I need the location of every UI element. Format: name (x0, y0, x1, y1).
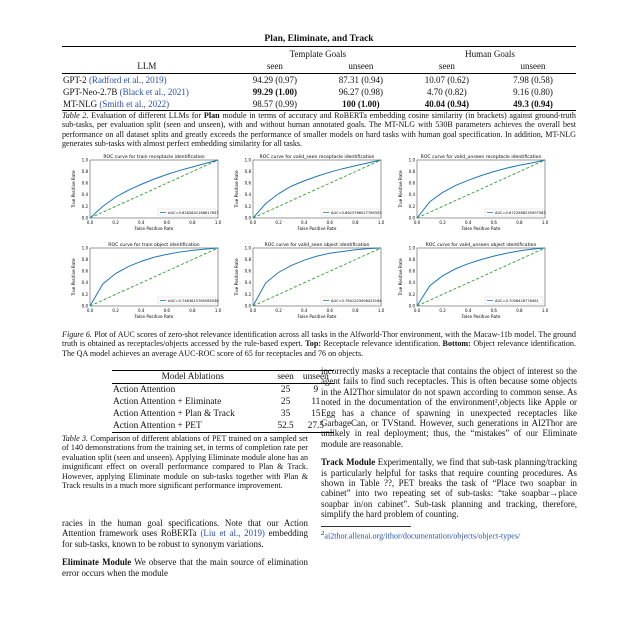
col-header: seen (277, 372, 294, 382)
y-axis-label: True Positive Rate (234, 258, 239, 296)
y-axis-label: True Positive Rate (71, 170, 76, 208)
table-2 (62, 34, 576, 111)
citation-link: (Black et al., 2021) (119, 86, 189, 97)
y-tick-label: 0.8 (81, 257, 88, 262)
x-tick-label: 1.0 (541, 220, 549, 225)
y-tick-label: 1.0 (244, 245, 251, 251)
x-tick-label: 0.0 (413, 308, 421, 313)
y-tick-label: 0.6 (81, 268, 88, 274)
cell: 49.3 (0.94) (513, 98, 553, 109)
y-tick-label: 0.4 (244, 280, 251, 286)
y-tick-label: 0.2 (244, 291, 251, 297)
model-name: MT-NLG (63, 98, 98, 109)
y-tick-label: 0.8 (408, 257, 415, 262)
x-tick-label: 1.0 (214, 308, 222, 313)
y-tick-label: 1.0 (81, 157, 88, 163)
table-row: Action Attention + PET 52.5 27.5 (112, 420, 334, 433)
x-axis-label: False Positive Rate (461, 314, 501, 319)
x-tick-label: 0.2 (275, 220, 282, 225)
x-tick-label: 0.2 (112, 220, 119, 225)
y-tick-label: 0.6 (81, 180, 88, 186)
paragraph: Eliminate Module We observe that the main source of elimination error occurs when the module (62, 557, 308, 578)
y-tick-label: 0.4 (244, 192, 251, 198)
x-tick-label: 1.0 (377, 308, 385, 313)
x-axis-label: False Positive Rate (297, 226, 337, 231)
roc-chart (68, 240, 226, 322)
paragraph: Track Module Experimentally, we find that sub-task planning/tracking is particularly helpful for tasks that require counting procedures. As shown in Table ??, PET breaks the task of “Place two soapbar in cabinet” into two repeating set of sub-tasks: “take soapbar→place soapbar in/on cabinet”. Sub-task planning and tracking, therefore, simplify the hard problem of counting. (321, 457, 578, 520)
x-tick-label: 0.0 (413, 220, 421, 225)
caption-label: Table 3. (62, 434, 89, 443)
chart-title: ROC curve for valid_seen object identification (264, 243, 370, 248)
x-tick-label: 0.6 (326, 308, 333, 313)
x-tick-label: 0.0 (86, 220, 94, 225)
x-tick-label: 0.2 (439, 308, 446, 313)
paragraph: racies in the human goal specifications. Note that our Action Attention framework uses RoBERTa (Liu et al., 2019) embedding for sub-tasks, known to be robust to synonym variations. (62, 518, 308, 549)
table-row (62, 98, 576, 111)
table-row: Action Attention 25 9 (113, 385, 319, 395)
legend-label: AUC=0.7641203406425164 (331, 299, 382, 303)
chart-title: ROC curve for valid_seen receptacle identification (259, 155, 375, 160)
caption-label: Table 2. (62, 111, 89, 120)
table-row: Action Attention + Plan & Track 35 15 (113, 409, 321, 419)
paragraph: incorrectly masks a receptacle that contains the object of interest so the agent fails to find such receptacles. This is often because some objects in the AI2Thor simulator do not spawn according to common sense. As noted in the documentation of the environment²,objects like Apple or Egg has a chance of spawning in unexpected receptacles like GarbageCan, or TVStand. However, such generations in AI2Thor are unlikely in real deployment; thus, the “mistakes” of our Eliminate module are reasonable. (321, 366, 577, 449)
table-row: Action Attention + Eliminate 25 11 (113, 397, 321, 407)
y-tick-label: 0.6 (244, 180, 251, 186)
x-tick-label: 0.4 (465, 220, 472, 225)
cell: 98.57 (0.99) (252, 98, 297, 109)
x-axis-label: False Positive Rate (297, 314, 337, 319)
x-axis-label: False Positive Rate (461, 226, 501, 231)
x-tick-label: 0.0 (249, 308, 257, 313)
y-tick-label: 0.2 (244, 203, 251, 209)
y-tick-label: 0.0 (244, 303, 251, 309)
roc-chart-svg (68, 240, 226, 322)
citation-link: (Radford et al., 2019) (88, 74, 167, 85)
x-tick-label: 0.4 (301, 308, 308, 313)
y-tick-label: 0.0 (244, 215, 251, 221)
col-header: unseen (520, 61, 546, 72)
citation-link[interactable]: (Liu et al., 2019) (200, 528, 265, 539)
table-3-caption: Table 3. Comparison of different ablations of PET trained on a sampled set of 140 demonstrations from the training set, in terms of completion rate per evaluation split (seen and unseen). Applying Eliminate module alone has an insignificant effect on overall performance compared to Plan & Track. However, applying Eliminate module on sub-tasks together with Plan & Track results in a much more significant performance improvement. (62, 434, 308, 491)
chart-title: ROC curve for train object identification (108, 243, 200, 248)
y-tick-label: 0.0 (81, 303, 88, 309)
y-tick-label: 0.2 (81, 203, 88, 209)
y-axis-label: True Positive Rate (398, 170, 403, 208)
roc-chart-svg (231, 152, 389, 234)
y-axis-label: True Positive Rate (234, 170, 239, 208)
left-column-body (62, 518, 308, 578)
x-tick-label: 0.2 (439, 220, 446, 225)
chart-title: ROC curve for valid_unseen receptacle identification (420, 155, 542, 160)
caption-label: Figure 6. (62, 330, 92, 339)
legend-label: AUC=0.6623766027789325 (331, 211, 382, 215)
roc-chart-svg (231, 240, 389, 322)
x-tick-label: 0.8 (516, 308, 523, 313)
roc-chart-svg (395, 152, 553, 234)
roc-chart-svg (68, 152, 226, 234)
section-heading: Eliminate Module (62, 557, 132, 568)
y-tick-label: 0.2 (408, 291, 415, 297)
table-row (62, 86, 576, 98)
x-tick-label: 0.8 (189, 308, 196, 313)
citation-link: (Smith et al., 2022) (99, 98, 170, 109)
x-tick-label: 0.8 (352, 220, 359, 225)
col-header: seen (438, 61, 455, 72)
cell: 7.98 (0.58) (513, 74, 553, 85)
group-header-human: Human Goals (465, 48, 515, 59)
chart-title: ROC curve for valid_unseen object identification (425, 243, 537, 248)
y-tick-label: 0.6 (408, 268, 415, 274)
y-tick-label: 1.0 (408, 245, 415, 251)
col-header: seen (266, 61, 283, 72)
x-tick-label: 0.8 (189, 220, 196, 225)
y-tick-label: 0.0 (81, 215, 88, 221)
y-tick-label: 0.4 (81, 192, 88, 198)
model-name: GPT-2 (63, 74, 87, 85)
x-tick-label: 0.2 (112, 308, 119, 313)
y-tick-label: 0.0 (408, 303, 415, 309)
y-tick-label: 0.6 (408, 180, 415, 186)
x-tick-label: 1.0 (541, 308, 549, 313)
table-2-caption: Table 2. Evaluation of different LLMs for Plan module in terms of accuracy and RoBERTa embedding cosine similarity (in brackets) against ground-truth sub-tasks, per evaluation split (seen and unseen), with and without human annotated goals. The MT-NLG with 530B parameters achieves the overall best performance on all dataset splits and greatly exceeds the performance of smaller models on hard tasks with human goal specification. In addition, MT-NLG generates sub-tasks with almost perfect embedding similarity for all tasks. (62, 111, 576, 149)
y-tick-label: 0.4 (408, 192, 415, 198)
x-tick-label: 0.2 (275, 308, 282, 313)
x-tick-label: 0.0 (249, 220, 257, 225)
x-tick-label: 0.6 (163, 220, 170, 225)
x-tick-label: 0.8 (516, 220, 523, 225)
x-tick-label: 0.6 (163, 308, 170, 313)
y-tick-label: 1.0 (244, 157, 251, 163)
cell: 10.07 (0.62) (424, 74, 470, 85)
roc-chart (68, 152, 226, 234)
x-tick-label: 0.8 (352, 308, 359, 313)
llm-header: LLM (137, 61, 157, 72)
figure-6-caption: Figure 6. Plot of AUC scores of zero-shot relevance identification across all tasks in the Alfworld-Thor environment, with the Macaw-11b model. The ground truth is obtained as receptacles/objects accessed by the rule-based expert. Top: Receptacle relevance identification. Bottom: Object relevance identification. The QA model achieves an average AUC-ROC score of 65 for receptacles and 76 on objects. (62, 330, 576, 358)
y-tick-label: 0.0 (408, 215, 415, 221)
legend-label: AUC=0.7463615785585038 (168, 299, 219, 303)
section-heading: Track Module (321, 457, 376, 468)
roc-chart (395, 152, 553, 234)
y-tick-label: 0.8 (244, 169, 251, 174)
y-tick-label: 0.4 (81, 280, 88, 286)
table-row (62, 73, 576, 86)
footnote: $^2$ai2thor.allenai.org/ithor/documentation/objects/object-types/ (321, 529, 521, 541)
roc-chart (395, 240, 553, 322)
x-tick-label: 1.0 (377, 220, 385, 225)
table-2-title: Plan, Eliminate, and Track (264, 34, 374, 44)
x-tick-label: 0.4 (301, 220, 308, 225)
legend-label: AUC=0.6722986235907563 (495, 211, 546, 215)
x-tick-label: 0.4 (465, 308, 472, 313)
x-tick-label: 0.6 (490, 220, 497, 225)
cell: 99.29 (1.00) (252, 86, 297, 97)
cell: 94.29 (0.97) (252, 74, 297, 85)
y-tick-label: 0.6 (244, 268, 251, 274)
y-tick-label: 0.8 (81, 169, 88, 174)
chart-title: ROC curve for train receptacle identification (103, 155, 205, 160)
x-tick-label: 0.6 (490, 308, 497, 313)
legend-label: AUC=0.7006426776461 (495, 299, 539, 303)
y-tick-label: 0.4 (408, 280, 415, 286)
roc-chart (231, 240, 389, 322)
x-tick-label: 1.0 (214, 220, 222, 225)
roc-chart (231, 152, 389, 234)
cell: 96.27 (0.98) (338, 86, 383, 97)
y-tick-label: 0.8 (408, 169, 415, 174)
col-header: unseen (348, 61, 374, 72)
model-name: GPT-Neo-2.7B (63, 86, 118, 97)
col-header: unseen (302, 372, 329, 382)
footnote-link[interactable]: ai2thor.allenai.org/ithor/documentation/objects/object-types/ (324, 531, 521, 541)
cell: 100 (1.00) (342, 98, 380, 109)
cell: 9.16 (0.80) (513, 86, 553, 97)
y-tick-label: 0.2 (81, 291, 88, 297)
y-axis-label: True Positive Rate (398, 258, 403, 296)
legend-label: AUC=0.6262842168817657 (168, 211, 219, 215)
cell: 4.70 (0.82) (427, 86, 467, 97)
x-tick-label: 0.0 (86, 308, 94, 313)
y-tick-label: 0.2 (408, 203, 415, 209)
y-tick-label: 1.0 (408, 157, 415, 163)
group-header-template: Template Goals (289, 48, 347, 59)
x-axis-label: False Positive Rate (134, 226, 174, 231)
right-column-body (321, 366, 577, 541)
cell: 87.31 (0.94) (338, 74, 383, 85)
y-tick-label: 1.0 (81, 245, 88, 251)
roc-chart-svg (395, 240, 553, 322)
x-tick-label: 0.4 (138, 308, 145, 313)
y-tick-label: 0.8 (244, 257, 251, 262)
col-header: Model Ablations (161, 372, 224, 382)
x-tick-label: 0.4 (138, 220, 145, 225)
table-3 (112, 370, 334, 433)
x-axis-label: False Positive Rate (134, 314, 174, 319)
y-axis-label: True Positive Rate (71, 258, 76, 296)
x-tick-label: 0.6 (326, 220, 333, 225)
cell: 40.04 (0.94) (424, 98, 470, 109)
